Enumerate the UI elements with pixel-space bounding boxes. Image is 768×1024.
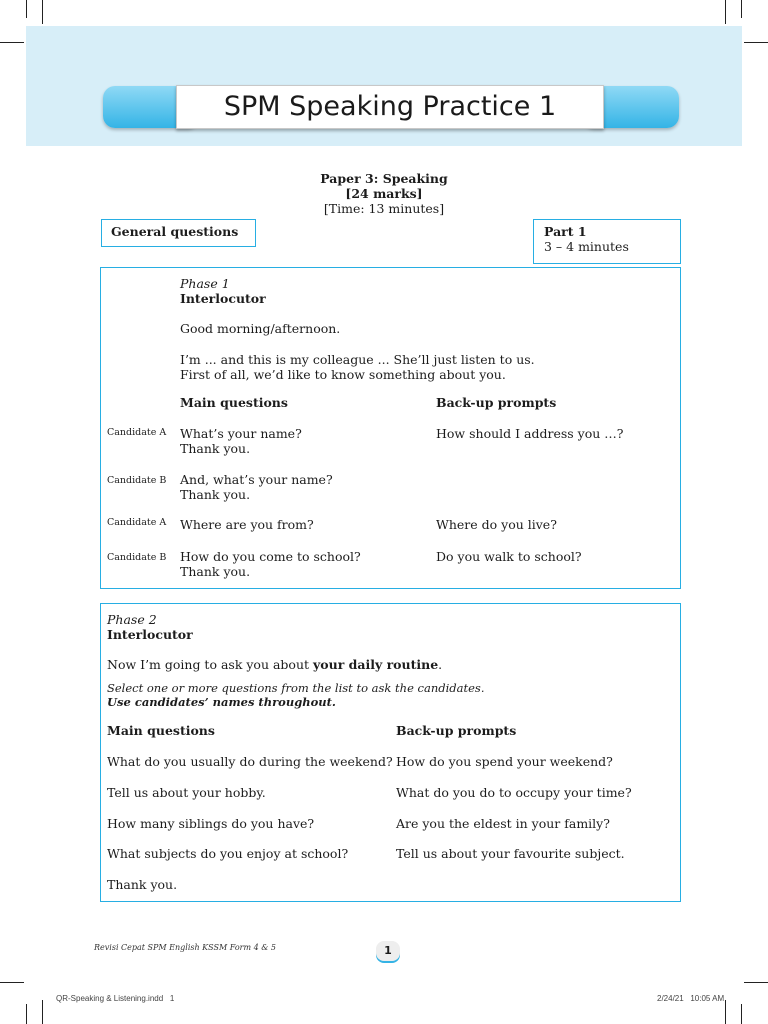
part-duration: 3 – 4 minutes — [544, 239, 629, 254]
crop-mark — [741, 0, 742, 18]
phase2-closing: Thank you. — [107, 877, 178, 892]
paper-time: [Time: 13 minutes] — [323, 201, 445, 216]
paper-title: Paper 3: Speaking — [320, 171, 448, 186]
page-number: 1 — [376, 941, 400, 961]
phase2-instruction: Select one or more questions from the list to ask the candidates. — [107, 681, 485, 695]
main-question: And, what’s your name? — [180, 472, 333, 487]
part-label: Part 1 — [544, 224, 587, 239]
candidate-label: Candidate A — [107, 517, 167, 528]
candidate-label: Candidate B — [107, 552, 167, 563]
main-question: What subjects do you enjoy at school? — [107, 846, 349, 861]
phase1-speaker: Interlocutor — [180, 291, 266, 306]
phase2-backup-header: Back-up prompts — [396, 723, 517, 738]
backup-prompt: Are you the eldest in your family? — [396, 816, 610, 831]
main-question-followup: Thank you. — [180, 487, 251, 502]
general-questions-box — [101, 219, 256, 247]
paper-marks: [24 marks] — [345, 186, 423, 201]
crop-mark — [725, 1000, 726, 1024]
candidate-label: Candidate A — [107, 427, 167, 438]
paper-info — [284, 171, 484, 216]
main-question-followup: Thank you. — [180, 441, 251, 456]
book-title: Revisi Cepat SPM English KSSM Form 4 & 5 — [94, 943, 276, 952]
crop-mark — [26, 0, 27, 18]
main-question: How many siblings do you have? — [107, 816, 315, 831]
phase1-label: Phase 1 — [180, 276, 230, 291]
backup-prompt: Tell us about your favourite subject. — [396, 846, 625, 861]
phase2-instruction-names: Use candidates’ names throughout. — [107, 695, 336, 709]
backup-prompt: What do you do to occupy your time? — [396, 785, 632, 800]
backup-prompt: How should I address you …? — [436, 426, 624, 441]
phase2-intro — [107, 657, 442, 672]
main-question-followup: Thank you. — [180, 564, 251, 579]
backup-prompt: How do you spend your weekend? — [396, 754, 613, 769]
part-box — [533, 219, 681, 264]
phase2-intro-topic: your daily routine — [313, 657, 439, 672]
phase2-speaker: Interlocutor — [107, 627, 193, 642]
main-question: What do you usually do during the weekend? — [107, 754, 393, 769]
crop-mark — [744, 42, 768, 43]
page-title-box — [176, 85, 604, 129]
main-question: What’s your name? — [180, 426, 302, 441]
crop-mark — [744, 982, 768, 983]
crop-mark — [42, 1000, 43, 1024]
backup-prompt: Where do you live? — [436, 517, 557, 532]
phase2-intro-text: Now I’m going to ask you about — [107, 657, 313, 672]
phase1-intro-line2: First of all, we’d like to know something about you. — [180, 367, 506, 382]
crop-mark — [741, 1004, 742, 1024]
file-name: QR-Speaking & Listening.indd 1 — [56, 994, 175, 1003]
crop-mark — [725, 0, 726, 24]
phase2-intro-end: . — [438, 657, 443, 672]
phase1-intro-line1: I’m ... and this is my colleague ... She’ll just listen to us. — [180, 352, 535, 367]
crop-mark — [26, 1004, 27, 1024]
general-questions-label: General questions — [111, 224, 239, 239]
main-question: Where are you from? — [180, 517, 314, 532]
phase1-main-header: Main questions — [180, 395, 288, 410]
phase2-main-header: Main questions — [107, 723, 215, 738]
phase2-label: Phase 2 — [107, 612, 157, 627]
phase1-greeting: Good morning/afternoon. — [180, 321, 341, 336]
phase1-backup-header: Back-up prompts — [436, 395, 557, 410]
crop-mark — [42, 0, 43, 24]
backup-prompt: Do you walk to school? — [436, 549, 582, 564]
print-date: 2/24/21 10:05 AM — [657, 994, 725, 1003]
main-question: Tell us about your hobby. — [107, 785, 266, 800]
main-question: How do you come to school? — [180, 549, 361, 564]
page-title: SPM Speaking Practice 1 — [223, 91, 557, 122]
crop-mark — [0, 982, 24, 983]
candidate-label: Candidate B — [107, 475, 167, 486]
crop-mark — [0, 42, 24, 43]
